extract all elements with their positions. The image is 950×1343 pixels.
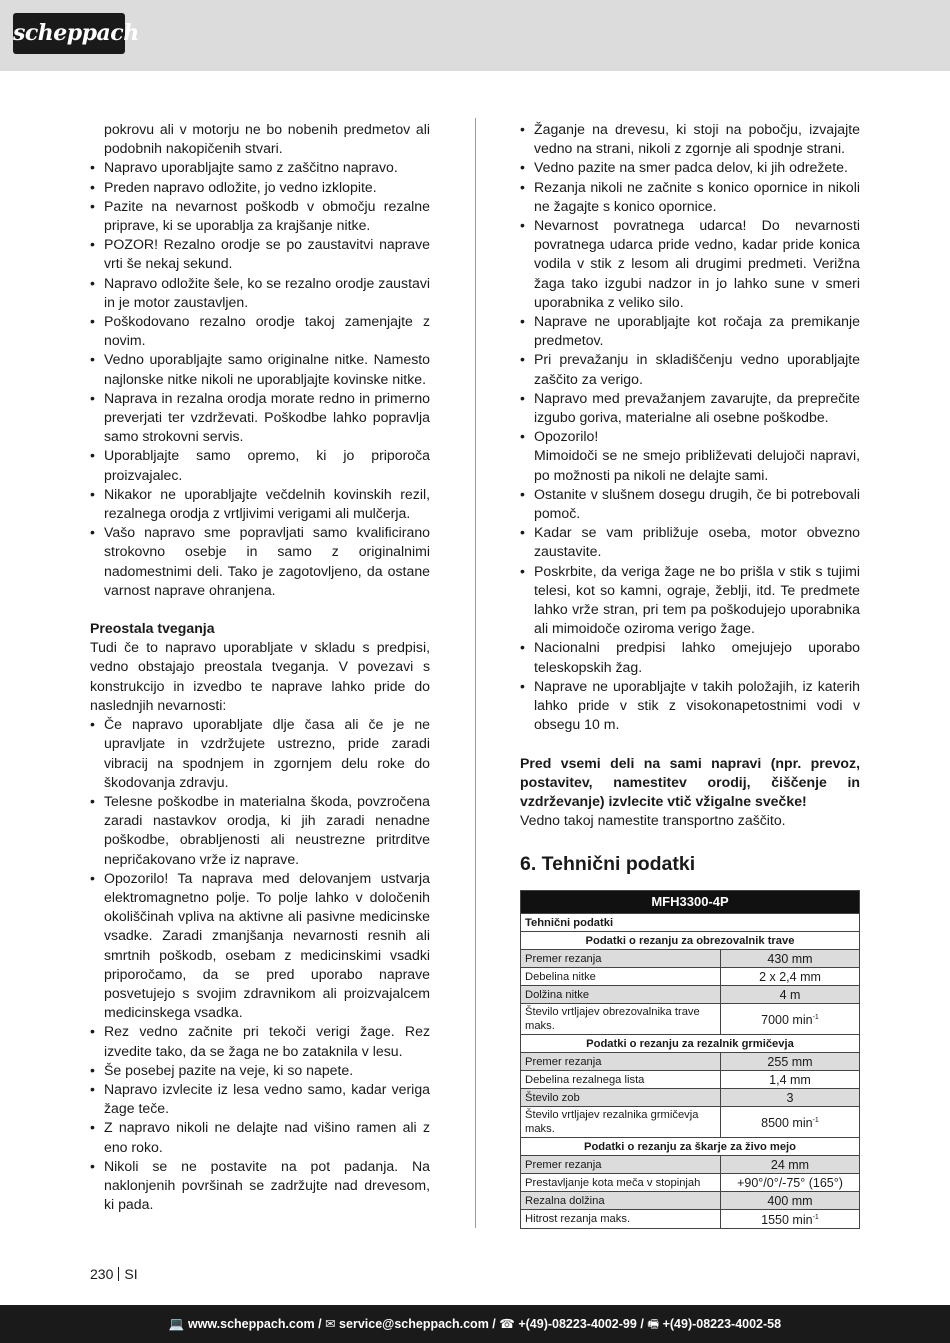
table-label: Tehnični podatki <box>521 914 860 932</box>
table-row <box>521 1210 860 1229</box>
spec-value-text: 1550 min <box>761 1213 813 1228</box>
spec-value <box>721 1089 860 1107</box>
table-section-title: Podatki o rezanju za škarje za živo mejo <box>521 1138 860 1156</box>
spec-value <box>721 950 860 968</box>
list-item: • Nevarnost povratnega udarca! Do nevarnosti povratnega udarca pride vedno, kadar pride konica vodila v stik z lesom ali drugimi predmeti. Verižna žaga tako izgubi nadzor in jo lahko sune v smeri uporabnika z veliko silo. <box>520 216 860 312</box>
spec-name: Debelina rezalnega lista <box>521 1071 721 1089</box>
safety-list-left <box>90 120 430 600</box>
spec-value-text: 1,4 mm <box>769 1072 811 1087</box>
spec-value-text: 4 m <box>779 987 801 1002</box>
page-language: SI <box>124 1266 138 1282</box>
list-item: • Še posebej pazite na veje, ki so napete. <box>90 1061 430 1080</box>
list-item: • Poškodovano rezalno orodje takoj zamenjajte z novim. <box>90 312 430 350</box>
list-item: • Nikoli se ne postavite na pot padanja. Na naklonjenih površinah se zadržujte nad drevesom, ki pada. <box>90 1157 430 1215</box>
table-row <box>521 1174 860 1192</box>
spec-value <box>721 1071 860 1089</box>
footer-separator: / <box>318 1317 322 1331</box>
spec-value <box>721 1053 860 1071</box>
list-item: • Pri prevažanju in skladiščenju vedno uporabljajte zaščito za verigo. <box>520 350 860 388</box>
mail-icon: ✉ <box>325 1317 336 1331</box>
spec-name: Dolžina nitke <box>521 986 721 1004</box>
spec-name: Debelina nitke <box>521 968 721 986</box>
page-header <box>0 0 950 71</box>
table-row <box>521 1071 860 1089</box>
spec-name: Premer rezanja <box>521 1053 721 1071</box>
list-item: • Poskrbite, da veriga žage ne bo prišla v stik s tujimi telesi, kot so kamni, ograje, žeblji, itd. Te predmete lahko vrže stran, pri tem pa poškodujejo uporabnika ali mimoidoče oziroma verigo žage. <box>520 562 860 639</box>
list-item: • Rezanja nikoli ne začnite s konico opornice in nikoli ne žagajte s konico opornice. <box>520 178 860 216</box>
transport-protection-note: Vedno takoj namestite transportno zaščito. <box>520 812 786 829</box>
footer-phone: +(49)-08223-4002-99 <box>518 1317 637 1331</box>
spec-value <box>721 1156 860 1174</box>
footer-fax: +(49)-08223-4002-58 <box>662 1317 782 1331</box>
table-row <box>521 1053 860 1071</box>
list-item: • Ostanite v slušnem dosegu drugih, če bi potrebovali pomoč. <box>520 485 860 523</box>
computer-icon: 💻 <box>168 1317 185 1331</box>
list-item: • Opozorilo! <box>520 427 860 446</box>
spec-value-text: 24 mm <box>770 1157 810 1172</box>
list-item: • Opozorilo! Ta naprava med delovanjem ustvarja elektromagnetno polje. To polje lahko v določenih okoliščinah vpliva na aktivne ali pasivne medicinske vsadke. Zaradi zmanjšanja nevarnosti resnih ali smrtnih poškodb, osebam z medicinskimi vsadki priporočamo, da se pred uporabo naprave posvetujejo s svojim zdravnikom ali proizvajalcem medicinskega vsadka. <box>90 869 430 1023</box>
residual-risks-intro: Tudi če to napravo uporabljate v skladu s predpisi, vedno obstajajo preostala tveganja. V povezavi s konstrukcijo in izvedbo te naprave lahko pride do naslednjih nevarnosti: <box>90 639 430 713</box>
safety-list-right <box>520 120 860 735</box>
table-row <box>521 1004 860 1035</box>
list-item: • Naprave ne uporabljajte kot ročaja za premikanje predmetov. <box>520 312 860 350</box>
spec-name: Število vrtljajev rezalnika grmičevja maks. <box>521 1107 721 1138</box>
list-item: Mimoidoči se ne smejo približevati delujoči napravi, po možnosti pa nikoli ne delajte sami. <box>534 447 860 483</box>
column-divider <box>475 118 476 1228</box>
list-item: • Nacionalni predpisi lahko omejujejo uporabo teleskopskih žag. <box>520 638 860 676</box>
spec-name: Prestavljanje kota meča v stopinjah <box>521 1174 721 1192</box>
spec-value <box>721 1192 860 1210</box>
list-item: • Kadar se vam približuje oseba, motor obvezno zaustavite. <box>520 523 860 561</box>
spec-name: Premer rezanja <box>521 950 721 968</box>
technical-data-table <box>520 890 860 1229</box>
phone-icon: ☎ <box>499 1317 515 1331</box>
spec-value-unit-exponent: -1 <box>812 1214 819 1222</box>
table-row <box>521 1107 860 1138</box>
footer-website[interactable]: www.scheppach.com <box>187 1317 315 1331</box>
list-item: • Vašo napravo sme popravljati samo kvalificirano strokovno osebje in samo z originalnimi nadomestnimi deli. Tako je zagotovljeno, da ostane varnost naprave ohranjena. <box>90 523 430 600</box>
list-item: • Z napravo nikoli ne delajte nad višino ramen ali z eno roko. <box>90 1118 430 1156</box>
spec-name: Rezalna dolžina <box>521 1192 721 1210</box>
list-item: • Naprave ne uporabljajte v takih položajih, iz katerih lahko pride v stik z visokonapetostnimi vodi v obsegu 10 m. <box>520 677 860 735</box>
list-item: • Žaganje na drevesu, ki stoji na pobočju, izvajajte vedno na strani, nikoli z zgornje ali spodnje strani. <box>520 120 860 158</box>
list-item: • Telesne poškodbe in materialna škoda, povzročena zaradi nastavkov orodja, ki jih zaradi nenadne poškodbe, obrabljenosti ali neustrezne pritrditve nepričakovano vrže iz naprave. <box>90 792 430 869</box>
fax-icon: 🖷 <box>647 1317 660 1331</box>
list-item: • Uporabljajte samo opremo, ki jo priporoča proizvajalec. <box>90 446 430 484</box>
spec-value-text: 7000 min <box>761 1013 813 1028</box>
scheppach-logo: scheppach <box>13 13 125 54</box>
table-row <box>521 950 860 968</box>
list-item: • Nikakor ne uporabljajte večdelnih kovinskih rezil, rezalnega orodja z vrtljivimi verigami ali mulčerja. <box>90 485 430 523</box>
table-row <box>521 1192 860 1210</box>
list-item: • Napravo odložite šele, ko se rezalno orodje zaustavi in je motor zaustavljen. <box>90 274 430 312</box>
table-row <box>521 968 860 986</box>
spec-value <box>721 1174 860 1192</box>
model-name: MFH3300-4P <box>521 891 860 914</box>
list-item: • Rez vedno začnite pri tekoči verigi žage. Rez izvedite tako, da se žaga ne bo zataknila v lesu. <box>90 1022 430 1060</box>
spec-name: Hitrost rezanja maks. <box>521 1210 721 1229</box>
spec-value-text: 400 mm <box>767 1193 813 1208</box>
residual-risks-heading: Preostala tveganja <box>90 620 215 637</box>
section-title: 6. Tehnični podatki <box>520 853 696 876</box>
spec-value <box>721 1210 860 1229</box>
spec-value-text: 3 <box>786 1090 794 1105</box>
spec-value <box>721 1004 860 1035</box>
list-item: • Napravo uporabljajte samo z zaščitno napravo. <box>90 158 430 177</box>
residual-risks-list <box>90 715 430 1214</box>
list-item: • Vedno uporabljajte samo originalne nitke. Namesto najlonske nitke nikoli ne uporabljajte kovinske nitke. <box>90 350 430 388</box>
spec-value-unit-exponent: -1 <box>812 1014 819 1022</box>
spec-value-text: +90°/0°/-75° (165°) <box>737 1175 843 1190</box>
footer-email[interactable]: service@scheppach.com <box>339 1317 489 1331</box>
spec-value-text: 2 x 2,4 mm <box>759 969 821 984</box>
page-number <box>90 1266 138 1282</box>
footer-separator: / <box>492 1317 496 1331</box>
spec-name: Število vrtljajev obrezovalnika trave maks. <box>521 1004 721 1035</box>
spec-value-unit-exponent: -1 <box>812 1117 819 1125</box>
list-item: • Naprava in rezalna orodja morate redno in primerno preverjati ter vzdrževati. Poškodbe lahko popravlja samo strokovni servis. <box>90 389 430 447</box>
list-item: • Pazite na nevarnost poškodb v območju rezalne priprave, ki se uporablja za krajšanje nitke. <box>90 197 430 235</box>
spec-name: Število zob <box>521 1089 721 1107</box>
list-item: • POZOR! Rezalno orodje se po zaustavitvi naprave vrti še nekaj sekund. <box>90 235 430 273</box>
table-row <box>521 986 860 1004</box>
spec-value-text: 430 mm <box>767 951 813 966</box>
list-item: • Če napravo uporabljate dlje časa ali če je ne upravljate in vzdržujete ustrezno, pride zaradi vibracij na spodnjem in zgornjem delu roke do škodovanja zdravju. <box>90 715 430 792</box>
list-item: • Preden napravo odložite, jo vedno izklopite. <box>90 178 430 197</box>
right-column <box>520 120 860 1229</box>
spec-name: Premer rezanja <box>521 1156 721 1174</box>
footer-separator: / <box>640 1317 644 1331</box>
list-item: • Napravo izvlecite iz lesa vedno samo, kadar veriga žage teče. <box>90 1080 430 1118</box>
list-item: • Napravo med prevažanjem zavarujte, da preprečite izgubo goriva, materialne ali osebne poškodbe. <box>520 389 860 427</box>
table-section-title: Podatki o rezanju za obrezovalnik trave <box>521 932 860 950</box>
page-number-value: 230 <box>90 1266 114 1282</box>
table-row <box>521 1089 860 1107</box>
list-item: • Vedno pazite na smer padca delov, ki jih odrežete. <box>520 158 860 177</box>
spark-plug-warning: Pred vsemi deli na sami napravi (npr. prevoz, postavitev, namestitev orodij, čiščenje in vzdrževanje) izvlecite vtič vžigalne svečke! <box>520 754 860 809</box>
spec-value-text: 255 mm <box>767 1054 813 1069</box>
left-column <box>90 120 430 1214</box>
list-item: pokrovu ali v motorju ne bo nobenih predmetov ali podobnih nakopičenih stvari. <box>104 121 430 157</box>
spec-value <box>721 986 860 1004</box>
spec-value-text: 8500 min <box>761 1116 813 1131</box>
spec-value <box>721 968 860 986</box>
page-footer <box>0 1305 950 1343</box>
table-row <box>521 1156 860 1174</box>
table-section-title: Podatki o rezanju za rezalnik grmičevja <box>521 1035 860 1053</box>
spec-value <box>721 1107 860 1138</box>
